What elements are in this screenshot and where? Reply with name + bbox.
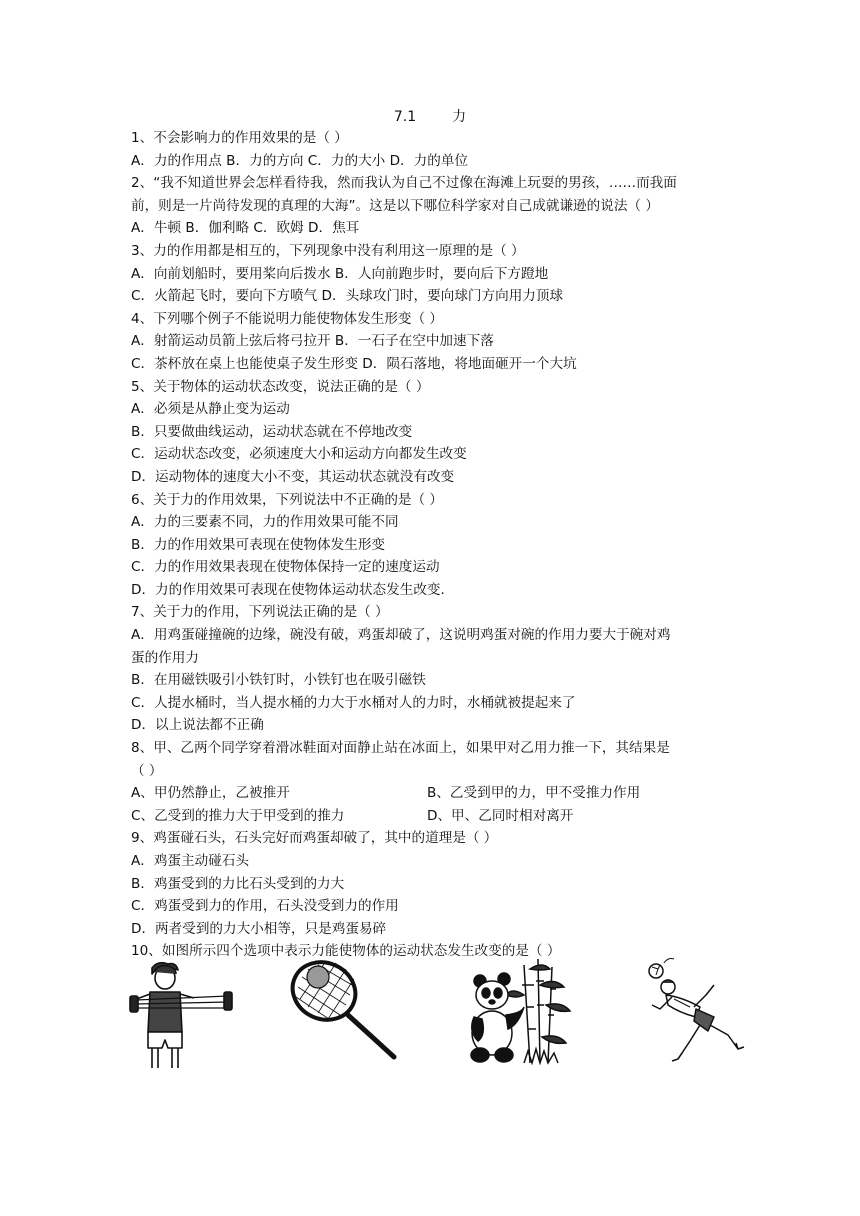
q6-option-b: B．力的作用效果可表现在使物体发生形变 — [131, 536, 386, 553]
header-player-figure — [638, 955, 748, 1067]
q8-stem-line2: （ ） — [131, 762, 163, 779]
q3-options-line2: C．火箭起飞时，要向下方喷气 D．头球攻门时，要向球门方向用力顶球 — [131, 288, 564, 305]
question-list — [131, 127, 731, 963]
q8-options-row2 — [131, 805, 731, 828]
q9-option-a: A．鸡蛋主动碰石头 — [131, 853, 250, 869]
q8-option-a: A、甲仍然静止，乙被推开 — [131, 785, 290, 802]
q7-option-b: B．在用磁铁吸引小铁钉时，小铁钉也在吸引磁铁 — [131, 672, 426, 689]
q5-option-c: C．运动状态改变，必须速度大小和运动方向都发生改变 — [131, 446, 467, 463]
q3-options-line1: A．向前划船时，要用桨向后拨水 B．人向前跑步时，要向后下方蹬地 — [131, 265, 549, 282]
q8-option-d: D、甲、乙同时相对离开 — [427, 807, 574, 824]
q8-options-row1 — [131, 782, 731, 805]
q2-stem-line1: 2、“我不知道世界会怎样看待我，然而我认为自己不过像在海滩上玩耍的男孩，……而我面 — [131, 175, 677, 192]
q6-option-a: A．力的三要素不同，力的作用效果可能不同 — [131, 514, 399, 531]
q7-stem: 7、关于力的作用，下列说法正确的是（ ） — [131, 604, 389, 621]
q9-option-d: D．两者受到的力大小相等，只是鸡蛋易碎 — [131, 920, 387, 937]
q6-option-d: D．力的作用效果可表现在使物体运动状态发生改变． — [131, 581, 455, 598]
q8-stem-line1: 8、甲、乙两个同学穿着滑冰鞋面对面静止站在冰面上，如果甲对乙用力推一下，其结果是 — [131, 740, 670, 757]
q5-stem: 5、关于物体的运动状态改变，说法正确的是（ ） — [131, 378, 430, 395]
q2-options: A．牛顿 B．伽利略 C．欧姆 D．焦耳 — [131, 220, 360, 237]
q7-option-d: D．以上说法都不正确 — [131, 717, 264, 734]
q8-option-c: C、乙受到的推力大于甲受到的推力 — [131, 807, 345, 824]
q7-option-c: C．人提水桶时，当人提水桶的力大于水桶对人的力时，水桶就被提起来了 — [131, 694, 576, 711]
q8-option-b: B、乙受到甲的力，甲不受推力作用 — [427, 785, 641, 802]
q9-stem: 9、鸡蛋碰石头，石头完好而鸡蛋却破了，其中的道理是（ ） — [131, 830, 498, 847]
q6-option-c: C．力的作用效果表现在使物体保持一定的速度运动 — [131, 559, 440, 576]
chest-expander-figure — [128, 960, 238, 1072]
q2-stem-line2: 前，则是一片尚待发现的真理的大海”。这是以下哪位科学家对自己成就谦逊的说法（ ） — [131, 197, 659, 214]
q4-stem: 4、下列哪个例子不能说明力能使物体发生形变（ ） — [131, 310, 444, 327]
q1-options: A．力的作用点 B．力的方向 C．力的大小 D．力的单位 — [131, 152, 469, 169]
q7-option-a-line2: 蛋的作用力 — [131, 649, 199, 666]
q9-option-b: B．鸡蛋受到的力比石头受到的力大 — [131, 875, 345, 892]
q4-options-line1: A．射箭运动员箭上弦后将弓拉开 B．一石子在空中加速下落 — [131, 333, 494, 350]
page-title — [0, 106, 860, 126]
section-number: 7.1 — [393, 109, 417, 125]
q4-options-line2: C．茶杯放在桌上也能使桌子发生形变 D．陨石落地，将地面砸开一个大坑 — [131, 355, 577, 372]
q10-stem: 10、如图所示四个选项中表示力能使物体的运动状态发生改变的是（ ） — [131, 943, 561, 960]
tennis-racket-figure — [288, 957, 408, 1067]
q5-option-d: D．运动物体的速度大小不变，其运动状态就没有改变 — [131, 468, 455, 485]
q1-stem: 1、不会影响力的作用效果的是（ ） — [131, 130, 348, 146]
q3-stem: 3、力的作用都是相互的，下列现象中没有利用这一原理的是（ ） — [131, 242, 525, 259]
section-name: 力 — [452, 109, 467, 125]
q5-option-a: A．必须是从静止变为运动 — [131, 401, 290, 418]
q10-figures — [128, 955, 748, 1075]
q9-option-c: C．鸡蛋受到力的作用，石头没受到力的作用 — [131, 898, 399, 915]
panda-bamboo-figure — [466, 955, 578, 1067]
q6-stem: 6、关于力的作用效果，下列说法中不正确的是（ ） — [131, 491, 444, 508]
q5-option-b: B．只要做曲线运动，运动状态就在不停地改变 — [131, 423, 413, 440]
q7-option-a-line1: A．用鸡蛋碰撞碗的边缘，碗没有破，鸡蛋却破了，这说明鸡蛋对碗的作用力要大于碗对鸡 — [131, 627, 671, 644]
